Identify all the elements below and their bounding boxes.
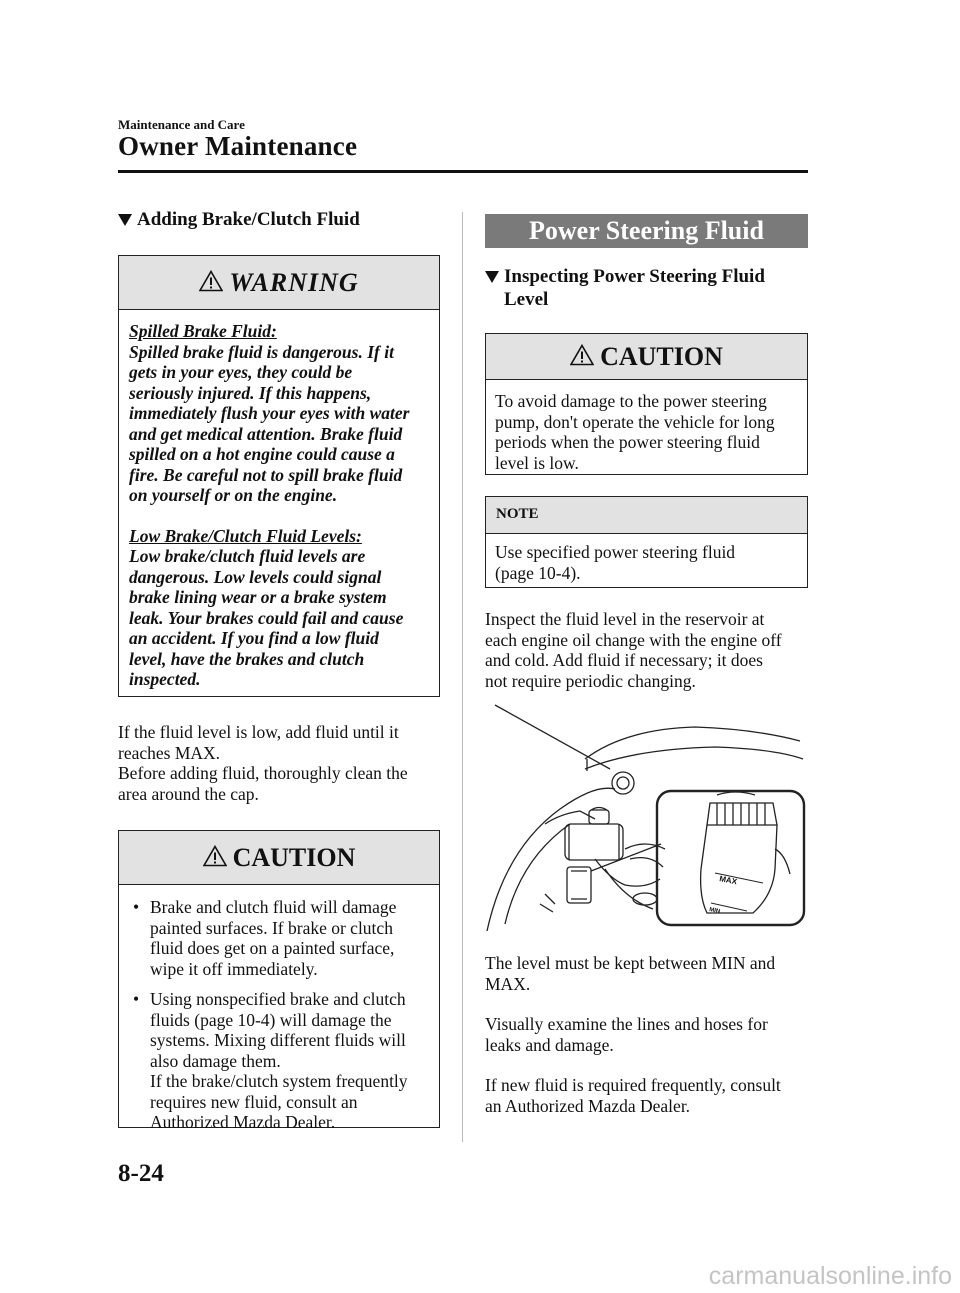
bullet-line: fluids (page 10-4) will damage the (150, 1009, 392, 1030)
caution-title: CAUTION (232, 842, 356, 872)
warning-line: level, have the brakes and clutch (129, 648, 365, 669)
caution-line: periods when the power steering fluid (495, 432, 760, 452)
brake-fluid-heading (118, 208, 440, 231)
level-paragraph (485, 953, 808, 994)
paragraph-line: reaches MAX. (118, 742, 221, 763)
warning-box (118, 255, 440, 697)
paragraph-line: MAX. (485, 973, 531, 994)
dealer-paragraph (485, 1075, 808, 1116)
caution-line: level is low. (495, 452, 579, 473)
brake-fluid-heading-text: Adding Brake/Clutch Fluid (137, 209, 360, 230)
warning-line: and get medical attention. Brake fluid (129, 423, 403, 444)
paragraph-line: an Authorized Mazda Dealer. (485, 1095, 691, 1116)
warning-triangle-icon (199, 270, 223, 292)
bullet-line: requires new fluid, consult an (150, 1091, 358, 1112)
caution-title: CAUTION (600, 341, 723, 371)
examine-paragraph (485, 1014, 808, 1055)
bullet-line: Authorized Mazda Dealer. (150, 1112, 336, 1132)
power-steering-reservoir-illustration (485, 699, 808, 931)
note-header: NOTE (486, 497, 807, 534)
power-steering-caution-box (485, 333, 808, 475)
paragraph-line: each engine oil change with the engine off (485, 629, 782, 650)
bullet-line: wipe it off immediately. (150, 958, 318, 979)
chapter-title: Owner Maintenance (118, 131, 358, 161)
warning-line: Spilled brake fluid is dangerous. If it (129, 341, 394, 362)
warning-subheading-low-levels: Low Brake/Clutch Fluid Levels: (129, 525, 362, 546)
note-body (486, 534, 807, 583)
paragraph-line: and cold. Add fluid if necessary; it does (485, 650, 763, 670)
caution-bullet-list (119, 885, 439, 1133)
add-fluid-paragraph (118, 722, 440, 804)
brake-caution-box (118, 830, 440, 1132)
warning-line: inspected. (129, 669, 201, 689)
caution-bullet-nonspecified (133, 989, 429, 1133)
paragraph-line: Visually examine the lines and hoses for (485, 1014, 768, 1034)
max-mark-label: MAX (718, 874, 738, 887)
warning-line: Low brake/clutch fluid levels are (129, 546, 366, 566)
inspect-paragraph (485, 609, 808, 691)
triangle-bullet-icon (485, 271, 499, 283)
caution-triangle-icon (203, 845, 227, 867)
bullet-line: also damage them. (150, 1050, 281, 1071)
warning-line: gets in your eyes, they could be (129, 362, 353, 382)
paragraph-line: The level must be kept between MIN and (485, 953, 776, 973)
bullet-line: systems. Mixing different fluids will (150, 1030, 406, 1050)
warning-line: on yourself or on the engine. (129, 485, 338, 505)
warning-line: immediately flush your eyes with water (129, 403, 410, 423)
page-number: 8-24 (118, 1160, 164, 1187)
header-rule (118, 170, 808, 173)
warning-body (119, 310, 439, 690)
paragraph-line: Before adding fluid, thoroughly clean the (118, 763, 408, 783)
paragraph-line: area around the cap. (118, 783, 259, 804)
paragraph-line: If new fluid is required frequently, consult (485, 1075, 781, 1095)
caution-header (486, 334, 807, 380)
bullet-line: fluid does get on a painted surface, (150, 938, 395, 958)
power-steering-heading (485, 265, 808, 311)
caution-bullet-paint (133, 897, 429, 979)
power-steering-banner: Power Steering Fluid (485, 214, 808, 248)
warning-line: fire. Be careful not to spill brake fluid (129, 464, 403, 485)
bullet-line: If the brake/clutch system frequently (150, 1071, 408, 1091)
min-mark-label: MIN (708, 907, 721, 916)
warning-header (119, 256, 439, 310)
note-box (485, 496, 808, 588)
note-line: Use specified power steering fluid (495, 542, 736, 562)
paragraph-line: If the fluid level is low, add fluid until it (118, 722, 399, 742)
bullet-line: painted surfaces. If brake or clutch (150, 917, 393, 938)
warning-line: dangerous. Low levels could signal (129, 566, 382, 587)
warning-line: seriously injured. If this happens, (129, 382, 372, 403)
paragraph-line: leaks and damage. (485, 1034, 614, 1055)
caution-header (119, 831, 439, 885)
caution-body (486, 380, 807, 473)
section-label: Maintenance and Care (118, 117, 245, 132)
heading-line: Inspecting Power Steering Fluid (504, 266, 765, 287)
warning-line: leak. Your brakes could fail and cause (129, 607, 404, 628)
warning-subheading-spilled: Spilled Brake Fluid: (129, 321, 277, 341)
note-line: (page 10-4). (495, 562, 581, 583)
left-column (118, 208, 440, 1132)
power-steering-heading-text (504, 265, 765, 311)
caution-triangle-icon (570, 344, 594, 366)
warning-line: brake lining wear or a brake system (129, 587, 387, 607)
column-divider (462, 212, 463, 1142)
heading-line: Level (504, 289, 549, 310)
warning-line: an accident. If you find a low fluid (129, 628, 379, 648)
bullet-line: • Brake and clutch fluid will damage (150, 897, 397, 917)
watermark: carmanualsonline.info (708, 1262, 952, 1290)
warning-line: spilled on a hot engine could cause a (129, 444, 395, 464)
bullet-line: • Using nonspecified brake and clutch (150, 989, 406, 1009)
paragraph-line: Inspect the fluid level in the reservoir at (485, 609, 765, 629)
right-column (485, 214, 808, 1116)
warning-title: WARNING (229, 267, 359, 297)
triangle-bullet-icon (118, 214, 132, 226)
caution-line: pump, don't operate the vehicle for long (495, 411, 775, 432)
caution-line: To avoid damage to the power steering (495, 391, 767, 411)
paragraph-line: not require periodic changing. (485, 670, 696, 691)
